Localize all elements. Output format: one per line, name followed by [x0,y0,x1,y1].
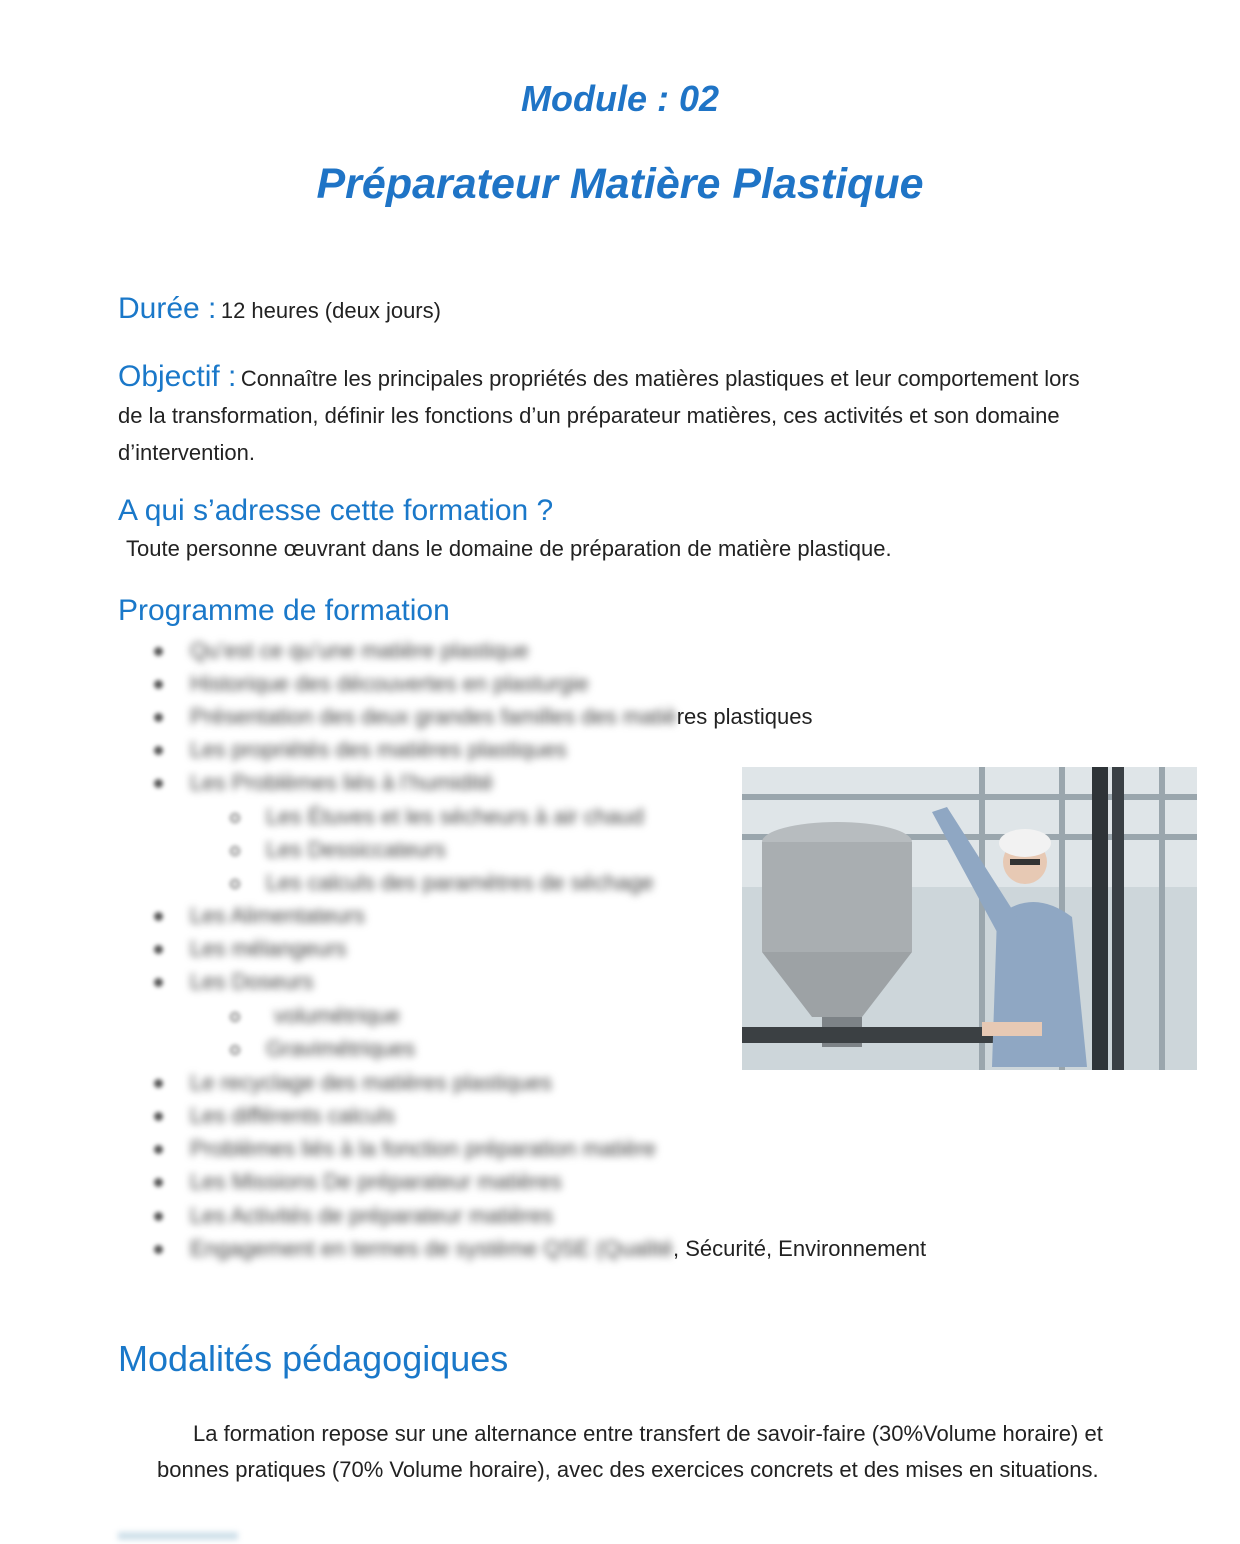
programme-item-clear: , Sécurité, Environnement [673,1236,927,1261]
programme-item-blurred: Les différents calculs [190,1103,396,1128]
bullet-icon [154,1079,163,1088]
bullet-icon [230,1045,240,1055]
bullet-icon [154,713,163,722]
bullet-icon [154,1145,163,1154]
bullet-icon [154,978,163,987]
programme-item-blurred: Les Étuves et les sécheurs à air chaud [266,804,644,829]
programme-item-blurred: Engagement en termes de système QSE (Qualité [190,1236,674,1261]
duree-value: 12 heures (deux jours) [220,298,441,323]
programme-item [154,967,314,997]
bullet-icon [154,1178,163,1187]
page-title: Préparateur Matière Plastique [316,160,924,208]
programme-item [154,1101,395,1131]
programme-item [154,702,812,732]
programme-item-blurred: Les Missions De préparateur matières [190,1169,562,1194]
programme-subitem [230,835,446,865]
programme-item-clear: res plastiques [676,704,813,729]
bullet-icon [230,813,240,823]
audience-title: A qui s’adresse cette formation ? [118,494,554,527]
bullet-icon [230,846,240,856]
bullet-icon [154,647,163,656]
programme-item [154,934,347,964]
programme-subitem [230,868,654,898]
programme-item-blurred: Les calculs des paramètres de séchage [266,870,654,895]
operator-photo [742,767,1197,1070]
programme-subitem [230,1001,400,1031]
bullet-icon [154,1112,163,1121]
programme-item [154,1234,926,1264]
programme-item-blurred: Présentation des deux grandes familles des matiè [190,704,677,729]
programme-item-blurred: Les Activités de préparateur matières [190,1203,554,1228]
programme-item-blurred: Problèmes liés à la fonction préparation matière [190,1136,656,1161]
bullet-icon [230,1012,240,1022]
objectif-block [118,360,1108,473]
programme-subitem [230,1034,415,1064]
programme-item-blurred: Les Problèmes liés à l’humidité [190,770,494,795]
bullet-icon [154,1245,163,1254]
programme-item-blurred: Les propriétés des matières plastiques [190,737,567,762]
programme-item-blurred: Les Doseurs [190,969,314,994]
bullet-icon [154,945,163,954]
module-label: Module : 02 [520,78,720,119]
bullet-icon [154,746,163,755]
programme-title: Programme de formation [118,594,450,627]
duree-line [118,292,441,326]
bullet-icon [230,879,240,889]
modalites-title: Modalités pédagogiques [118,1338,509,1379]
programme-item-blurred: Historique des découvertes en plasturgie [190,671,589,696]
bullet-icon [154,1212,163,1221]
bullet-icon [154,912,163,921]
programme-item [154,1167,562,1197]
programme-item-blurred: Les mélangeurs [190,936,347,961]
programme-item-blurred: Les Dessiccateurs [266,837,446,862]
programme-item-blurred: Le recyclage des matières plastiques [190,1070,552,1095]
programme-item-blurred: Les Alimentateurs [190,903,365,928]
programme-item [154,1068,552,1098]
programme-item [154,669,589,699]
programme-subitem [230,802,644,832]
programme-item-blurred: volumétrique [274,1003,400,1028]
duree-label: Durée : [118,292,217,325]
programme-item [154,1134,656,1164]
objectif-label: Objectif : [118,360,237,393]
programme-item [154,901,365,931]
objectif-text: Connaître les principales propriétés des matières plastiques et leur comportement lors de la transformation, définir les fonctions d’un préparateur matières, ces activités et son domaine d’intervention. [118,366,1080,465]
modalites-text: La formation repose sur une alternance entre transfert de savoir-faire (30%Volume horaire) et bonnes pratiques (70% Volume horaire), avec des exercices concrets et des mises en situations. [157,1421,1103,1482]
programme-item-blurred: Qu’est ce qu’une matière plastique [190,638,529,663]
programme-item [154,1201,553,1231]
programme-item-blurred: Gravimétriques [266,1036,416,1061]
bullet-icon [154,680,163,689]
programme-item [154,735,567,765]
bullet-icon [154,779,163,788]
programme-item [154,768,493,798]
audience-text: Toute personne œuvrant dans le domaine de préparation de matière plastique. [126,536,892,561]
programme-item [154,636,529,666]
bottom-smudge [118,1532,238,1540]
